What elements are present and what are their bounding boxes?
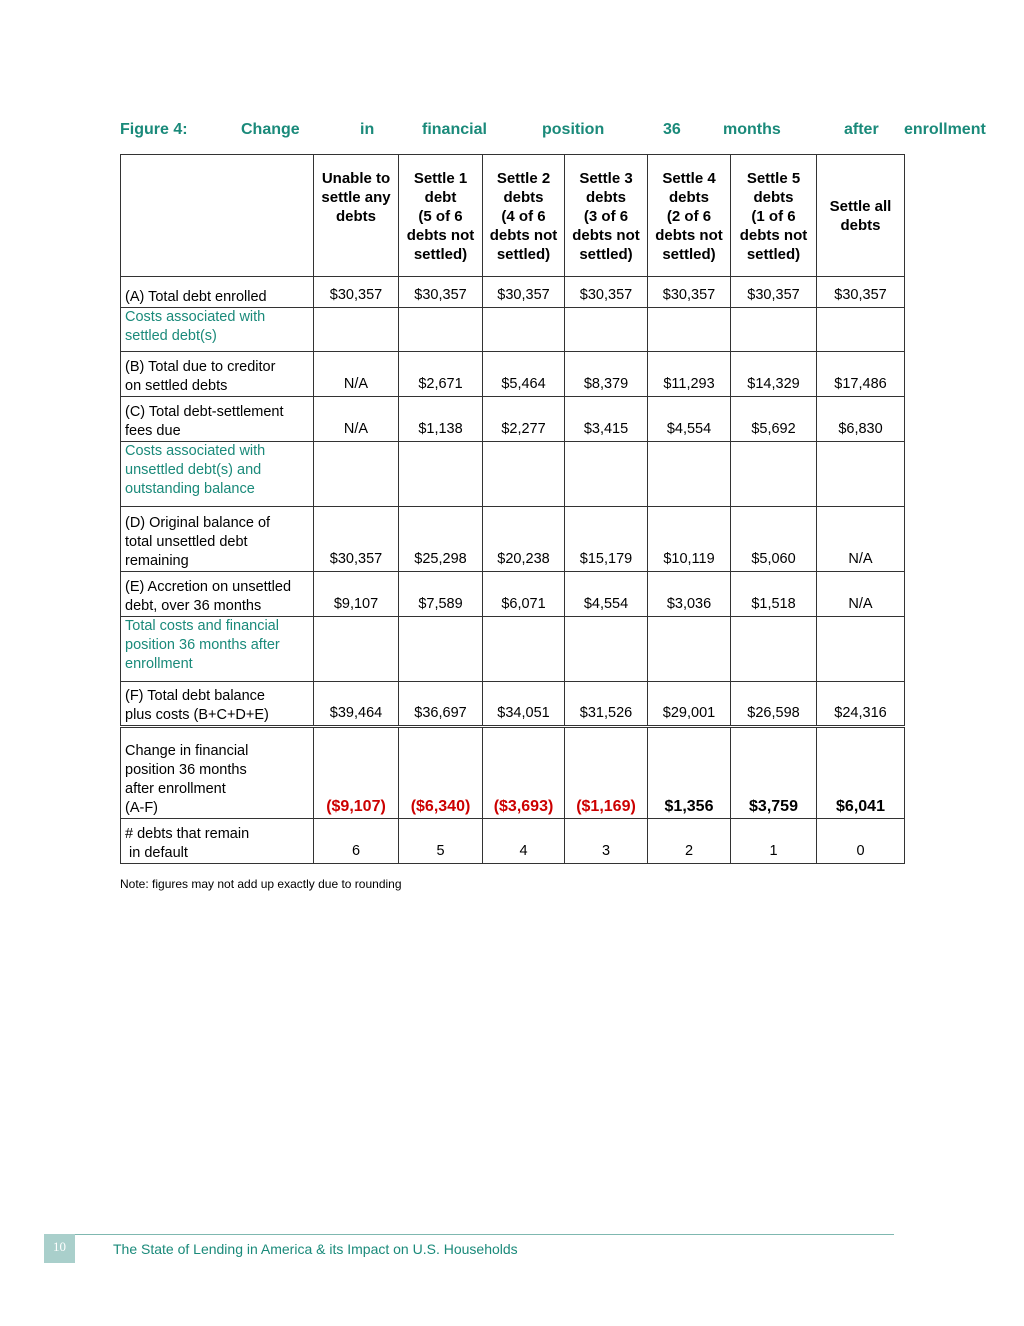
value-cell: $6,071 (483, 572, 565, 617)
value-cell: $30,357 (399, 277, 483, 308)
section-label: Total costs and financial position 36 months after enrollment (121, 617, 314, 682)
value-cell: $30,357 (314, 507, 399, 572)
value-cell: $14,329 (731, 352, 817, 397)
footer-divider (44, 1234, 894, 1235)
value-cell: N/A (314, 397, 399, 442)
value-cell: $34,051 (483, 682, 565, 727)
header-settle-2: Settle 2 debts (4 of 6 debts not settled) (483, 155, 565, 277)
row-label: (C) Total debt-settlement fees due (121, 397, 314, 442)
page-number: 10 (44, 1234, 75, 1263)
title-word: position (542, 121, 605, 138)
row-label: # debts that remain in default (121, 819, 314, 864)
value-cell: $20,238 (483, 507, 565, 572)
value-cell: $1,138 (399, 397, 483, 442)
header-settle-1: Settle 1 debt (5 of 6 debts not settled) (399, 155, 483, 277)
value-cell: $39,464 (314, 682, 399, 727)
row-due-to-creditor (121, 352, 905, 397)
header-settle-4: Settle 4 debts (2 of 6 debts not settled) (648, 155, 731, 277)
value-cell: $6,830 (817, 397, 905, 442)
value-cell: $1,518 (731, 572, 817, 617)
value-cell: 2 (648, 819, 731, 864)
row-label: (D) Original balance of total unsettled debt remaining (121, 507, 314, 572)
value-cell: $29,001 (648, 682, 731, 727)
row-total-debt-enrolled (121, 277, 905, 308)
value-cell: $4,554 (648, 397, 731, 442)
value-cell-negative: ($1,169) (565, 727, 648, 819)
section-unsettled-costs (121, 442, 905, 507)
footer-title: The State of Lending in America & its Impact on U.S. Households (113, 1241, 518, 1257)
title-word: in (360, 121, 375, 138)
value-cell: $2,277 (483, 397, 565, 442)
value-cell: 5 (399, 819, 483, 864)
value-cell: 0 (817, 819, 905, 864)
value-cell: $26,598 (731, 682, 817, 727)
title-word: 36 (663, 121, 681, 138)
header-blank-cell (121, 155, 314, 277)
title-word: Figure 4: (120, 121, 188, 138)
value-cell-positive: $3,759 (731, 727, 817, 819)
value-cell: $5,060 (731, 507, 817, 572)
value-cell: $3,036 (648, 572, 731, 617)
value-cell: $11,293 (648, 352, 731, 397)
value-cell: $3,415 (565, 397, 648, 442)
value-cell: $5,464 (483, 352, 565, 397)
title-word: after (844, 121, 879, 138)
title-word: months (723, 121, 781, 138)
header-settle-all: Settle all debts (817, 155, 905, 277)
value-cell: $30,357 (817, 277, 905, 308)
value-cell: $15,179 (565, 507, 648, 572)
value-cell: $9,107 (314, 572, 399, 617)
row-change-in-position (121, 727, 905, 819)
figure-title (120, 121, 998, 141)
section-label: Costs associated with settled debt(s) (121, 308, 314, 352)
value-cell: $25,298 (399, 507, 483, 572)
value-cell-negative: ($6,340) (399, 727, 483, 819)
row-debts-in-default (121, 819, 905, 864)
value-cell: $8,379 (565, 352, 648, 397)
row-accretion (121, 572, 905, 617)
value-cell: $31,526 (565, 682, 648, 727)
value-cell: $24,316 (817, 682, 905, 727)
value-cell-negative: ($3,693) (483, 727, 565, 819)
title-word: financial (422, 121, 487, 138)
value-cell: $30,357 (483, 277, 565, 308)
title-word: enrollment (904, 121, 986, 138)
value-cell: $30,357 (731, 277, 817, 308)
row-label: (B) Total due to creditor on settled debts (121, 352, 314, 397)
value-cell: $4,554 (565, 572, 648, 617)
value-cell: 6 (314, 819, 399, 864)
section-label: Costs associated with unsettled debt(s) and outstanding balance (121, 442, 314, 507)
row-original-balance (121, 507, 905, 572)
value-cell-positive: $1,356 (648, 727, 731, 819)
row-settlement-fees (121, 397, 905, 442)
value-cell: N/A (314, 352, 399, 397)
header-row (121, 155, 905, 277)
value-cell-negative: ($9,107) (314, 727, 399, 819)
row-label: (F) Total debt balance plus costs (B+C+D+E) (121, 682, 314, 727)
value-cell: $10,119 (648, 507, 731, 572)
value-cell-positive: $6,041 (817, 727, 905, 819)
value-cell: 3 (565, 819, 648, 864)
header-unable: Unable to settle any debts (314, 155, 399, 277)
value-cell: $17,486 (817, 352, 905, 397)
value-cell: 4 (483, 819, 565, 864)
row-label: Change in financial position 36 months after enrollment (A-F) (121, 727, 314, 819)
title-word: Change (241, 121, 300, 138)
header-settle-5: Settle 5 debts (1 of 6 debts not settled) (731, 155, 817, 277)
value-cell: N/A (817, 572, 905, 617)
rounding-note: Note: figures may not add up exactly due to rounding (120, 877, 402, 891)
value-cell: $7,589 (399, 572, 483, 617)
value-cell: 1 (731, 819, 817, 864)
row-label: (A) Total debt enrolled (121, 277, 314, 308)
value-cell: $30,357 (565, 277, 648, 308)
header-settle-3: Settle 3 debts (3 of 6 debts not settled) (565, 155, 648, 277)
row-total-debt-balance (121, 682, 905, 727)
value-cell: N/A (817, 507, 905, 572)
value-cell: $2,671 (399, 352, 483, 397)
value-cell: $5,692 (731, 397, 817, 442)
value-cell: $30,357 (314, 277, 399, 308)
value-cell: $36,697 (399, 682, 483, 727)
row-label: (E) Accretion on unsettled debt, over 36 months (121, 572, 314, 617)
section-settled-costs (121, 308, 905, 352)
value-cell: $30,357 (648, 277, 731, 308)
financial-position-table (120, 154, 905, 864)
section-total-costs (121, 617, 905, 682)
